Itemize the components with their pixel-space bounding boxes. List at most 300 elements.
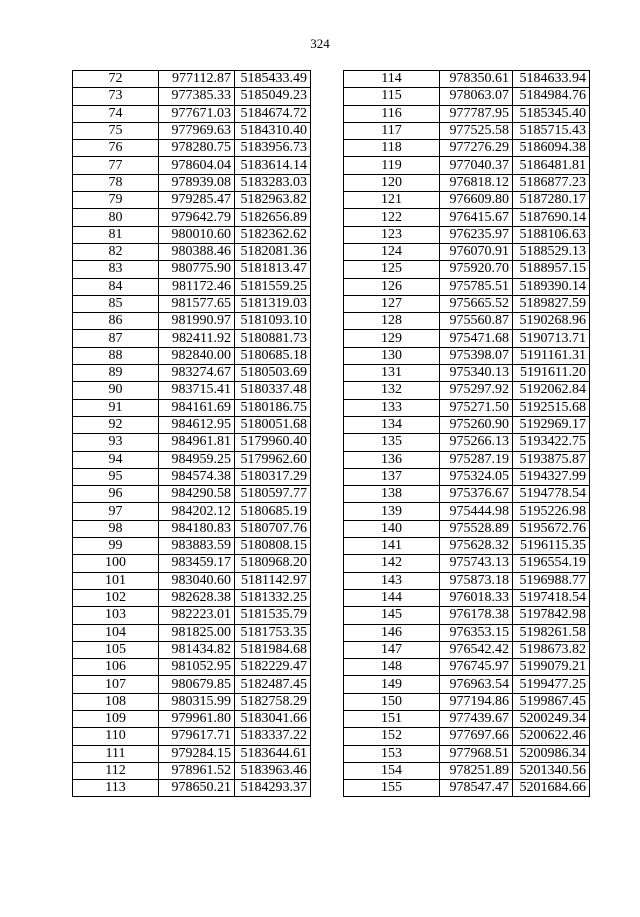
x-coordinate-cell: 982628.38: [159, 589, 235, 606]
y-coordinate-cell: 5180685.18: [235, 347, 311, 364]
x-coordinate-cell: 984961.81: [159, 434, 235, 451]
point-number-cell: 130: [344, 347, 440, 364]
point-number-cell: 92: [73, 416, 159, 433]
x-coordinate-cell: 976353.15: [440, 624, 513, 641]
x-coordinate-cell: 975398.07: [440, 347, 513, 364]
table-row: [73, 209, 311, 226]
y-coordinate-cell: 5183614.14: [235, 157, 311, 174]
x-coordinate-cell: 975528.89: [440, 520, 513, 537]
point-number-cell: 127: [344, 295, 440, 312]
x-coordinate-cell: 982840.00: [159, 347, 235, 364]
y-coordinate-cell: 5191161.31: [513, 347, 590, 364]
point-number-cell: 116: [344, 105, 440, 122]
point-number-cell: 148: [344, 659, 440, 676]
y-coordinate-cell: 5189390.14: [513, 278, 590, 295]
x-coordinate-cell: 979284.15: [159, 745, 235, 762]
table-row: [344, 71, 590, 88]
x-coordinate-cell: 983883.59: [159, 538, 235, 555]
x-coordinate-cell: 975628.32: [440, 538, 513, 555]
x-coordinate-cell: 976415.67: [440, 209, 513, 226]
table-row: [344, 122, 590, 139]
table-row: [344, 780, 590, 797]
point-number-cell: 142: [344, 555, 440, 572]
point-number-cell: 83: [73, 261, 159, 278]
x-coordinate-cell: 979961.80: [159, 710, 235, 727]
point-number-cell: 143: [344, 572, 440, 589]
table-row: [344, 330, 590, 347]
x-coordinate-cell: 977112.87: [159, 71, 235, 88]
y-coordinate-cell: 5181535.79: [235, 607, 311, 624]
y-coordinate-cell: 5196554.19: [513, 555, 590, 572]
point-number-cell: 111: [73, 745, 159, 762]
y-coordinate-cell: 5182656.89: [235, 209, 311, 226]
point-number-cell: 119: [344, 157, 440, 174]
point-number-cell: 75: [73, 122, 159, 139]
point-number-cell: 73: [73, 88, 159, 105]
x-coordinate-cell: 976018.33: [440, 589, 513, 606]
coordinate-table-left-body: [73, 71, 311, 797]
x-coordinate-cell: 978063.07: [440, 88, 513, 105]
x-coordinate-cell: 984959.25: [159, 451, 235, 468]
y-coordinate-cell: 5185715.43: [513, 122, 590, 139]
x-coordinate-cell: 975287.19: [440, 451, 513, 468]
y-coordinate-cell: 5181319.03: [235, 295, 311, 312]
table-row: [73, 676, 311, 693]
y-coordinate-cell: 5183963.46: [235, 762, 311, 779]
x-coordinate-cell: 975340.13: [440, 365, 513, 382]
y-coordinate-cell: 5180707.76: [235, 520, 311, 537]
y-coordinate-cell: 5200986.34: [513, 745, 590, 762]
table-row: [73, 589, 311, 606]
y-coordinate-cell: 5182229.47: [235, 659, 311, 676]
y-coordinate-cell: 5181753.35: [235, 624, 311, 641]
table-row: [344, 486, 590, 503]
table-row: [73, 659, 311, 676]
point-number-cell: 113: [73, 780, 159, 797]
x-coordinate-cell: 980315.99: [159, 693, 235, 710]
y-coordinate-cell: 5201340.56: [513, 762, 590, 779]
x-coordinate-cell: 977525.58: [440, 122, 513, 139]
x-coordinate-cell: 984180.83: [159, 520, 235, 537]
y-coordinate-cell: 5191611.20: [513, 365, 590, 382]
point-number-cell: 106: [73, 659, 159, 676]
point-number-cell: 144: [344, 589, 440, 606]
table-row: [344, 745, 590, 762]
x-coordinate-cell: 975471.68: [440, 330, 513, 347]
table-row: [73, 295, 311, 312]
point-number-cell: 124: [344, 243, 440, 260]
x-coordinate-cell: 983459.17: [159, 555, 235, 572]
table-row: [344, 624, 590, 641]
point-number-cell: 135: [344, 434, 440, 451]
x-coordinate-cell: 975560.87: [440, 313, 513, 330]
x-coordinate-cell: 975665.52: [440, 295, 513, 312]
point-number-cell: 91: [73, 399, 159, 416]
table-row: [344, 209, 590, 226]
y-coordinate-cell: 5199477.25: [513, 676, 590, 693]
point-number-cell: 95: [73, 468, 159, 485]
y-coordinate-cell: 5180597.77: [235, 486, 311, 503]
x-coordinate-cell: 978939.08: [159, 174, 235, 191]
x-coordinate-cell: 976542.42: [440, 641, 513, 658]
point-number-cell: 77: [73, 157, 159, 174]
table-row: [73, 243, 311, 260]
y-coordinate-cell: 5180685.19: [235, 503, 311, 520]
y-coordinate-cell: 5192062.84: [513, 382, 590, 399]
point-number-cell: 155: [344, 780, 440, 797]
x-coordinate-cell: 978280.75: [159, 140, 235, 157]
table-row: [344, 676, 590, 693]
y-coordinate-cell: 5193875.87: [513, 451, 590, 468]
point-number-cell: 89: [73, 365, 159, 382]
x-coordinate-cell: 977671.03: [159, 105, 235, 122]
y-coordinate-cell: 5180503.69: [235, 365, 311, 382]
x-coordinate-cell: 978350.61: [440, 71, 513, 88]
point-number-cell: 105: [73, 641, 159, 658]
x-coordinate-cell: 982223.01: [159, 607, 235, 624]
x-coordinate-cell: 975324.05: [440, 468, 513, 485]
y-coordinate-cell: 5181984.68: [235, 641, 311, 658]
table-row: [344, 538, 590, 555]
x-coordinate-cell: 984161.69: [159, 399, 235, 416]
table-row: [73, 434, 311, 451]
y-coordinate-cell: 5181093.10: [235, 313, 311, 330]
x-coordinate-cell: 977697.66: [440, 728, 513, 745]
x-coordinate-cell: 982411.92: [159, 330, 235, 347]
y-coordinate-cell: 5180968.20: [235, 555, 311, 572]
x-coordinate-cell: 984202.12: [159, 503, 235, 520]
point-number-cell: 126: [344, 278, 440, 295]
x-coordinate-cell: 975873.18: [440, 572, 513, 589]
table-row: [344, 434, 590, 451]
point-number-cell: 140: [344, 520, 440, 537]
y-coordinate-cell: 5200622.46: [513, 728, 590, 745]
y-coordinate-cell: 5183283.03: [235, 174, 311, 191]
y-coordinate-cell: 5198261.58: [513, 624, 590, 641]
point-number-cell: 101: [73, 572, 159, 589]
y-coordinate-cell: 5182487.45: [235, 676, 311, 693]
x-coordinate-cell: 977194.86: [440, 693, 513, 710]
point-number-cell: 151: [344, 710, 440, 727]
table-row: [344, 105, 590, 122]
point-number-cell: 112: [73, 762, 159, 779]
x-coordinate-cell: 978961.52: [159, 762, 235, 779]
x-coordinate-cell: 981825.00: [159, 624, 235, 641]
y-coordinate-cell: 5188957.15: [513, 261, 590, 278]
x-coordinate-cell: 981172.46: [159, 278, 235, 295]
point-number-cell: 150: [344, 693, 440, 710]
table-row: [73, 330, 311, 347]
table-row: [344, 555, 590, 572]
x-coordinate-cell: 979285.47: [159, 192, 235, 209]
point-number-cell: 94: [73, 451, 159, 468]
x-coordinate-cell: 983040.60: [159, 572, 235, 589]
y-coordinate-cell: 5184674.72: [235, 105, 311, 122]
point-number-cell: 72: [73, 71, 159, 88]
y-coordinate-cell: 5190268.96: [513, 313, 590, 330]
y-coordinate-cell: 5187280.17: [513, 192, 590, 209]
point-number-cell: 76: [73, 140, 159, 157]
x-coordinate-cell: 975297.92: [440, 382, 513, 399]
y-coordinate-cell: 5197418.54: [513, 589, 590, 606]
point-number-cell: 128: [344, 313, 440, 330]
y-coordinate-cell: 5181813.47: [235, 261, 311, 278]
x-coordinate-cell: 978650.21: [159, 780, 235, 797]
x-coordinate-cell: 979642.79: [159, 209, 235, 226]
point-number-cell: 133: [344, 399, 440, 416]
point-number-cell: 102: [73, 589, 159, 606]
y-coordinate-cell: 5182081.36: [235, 243, 311, 260]
point-number-cell: 129: [344, 330, 440, 347]
table-row: [344, 192, 590, 209]
y-coordinate-cell: 5184310.40: [235, 122, 311, 139]
x-coordinate-cell: 977040.37: [440, 157, 513, 174]
point-number-cell: 132: [344, 382, 440, 399]
point-number-cell: 96: [73, 486, 159, 503]
table-row: [73, 192, 311, 209]
x-coordinate-cell: 976745.97: [440, 659, 513, 676]
point-number-cell: 84: [73, 278, 159, 295]
y-coordinate-cell: 5180337.48: [235, 382, 311, 399]
point-number-cell: 108: [73, 693, 159, 710]
table-row: [73, 140, 311, 157]
y-coordinate-cell: 5188106.63: [513, 226, 590, 243]
y-coordinate-cell: 5197842.98: [513, 607, 590, 624]
point-number-cell: 103: [73, 607, 159, 624]
point-number-cell: 104: [73, 624, 159, 641]
table-row: [73, 278, 311, 295]
y-coordinate-cell: 5186877.23: [513, 174, 590, 191]
table-row: [73, 382, 311, 399]
table-row: [344, 157, 590, 174]
y-coordinate-cell: 5188529.13: [513, 243, 590, 260]
x-coordinate-cell: 981052.95: [159, 659, 235, 676]
point-number-cell: 79: [73, 192, 159, 209]
table-row: [73, 728, 311, 745]
point-number-cell: 114: [344, 71, 440, 88]
y-coordinate-cell: 5185345.40: [513, 105, 590, 122]
point-number-cell: 137: [344, 468, 440, 485]
table-row: [73, 624, 311, 641]
table-row: [344, 313, 590, 330]
x-coordinate-cell: 983274.67: [159, 365, 235, 382]
x-coordinate-cell: 980010.60: [159, 226, 235, 243]
x-coordinate-cell: 984574.38: [159, 468, 235, 485]
table-row: [344, 693, 590, 710]
y-coordinate-cell: 5189827.59: [513, 295, 590, 312]
x-coordinate-cell: 984290.58: [159, 486, 235, 503]
table-row: [344, 243, 590, 260]
table-row: [73, 710, 311, 727]
point-number-cell: 85: [73, 295, 159, 312]
x-coordinate-cell: 983715.41: [159, 382, 235, 399]
point-number-cell: 120: [344, 174, 440, 191]
x-coordinate-cell: 976235.97: [440, 226, 513, 243]
x-coordinate-cell: 980679.85: [159, 676, 235, 693]
x-coordinate-cell: 977969.63: [159, 122, 235, 139]
table-row: [73, 122, 311, 139]
table-row: [344, 641, 590, 658]
point-number-cell: 153: [344, 745, 440, 762]
y-coordinate-cell: 5199079.21: [513, 659, 590, 676]
table-row: [73, 572, 311, 589]
table-row: [344, 382, 590, 399]
y-coordinate-cell: 5183337.22: [235, 728, 311, 745]
x-coordinate-cell: 975920.70: [440, 261, 513, 278]
point-number-cell: 100: [73, 555, 159, 572]
y-coordinate-cell: 5199867.45: [513, 693, 590, 710]
x-coordinate-cell: 975376.67: [440, 486, 513, 503]
point-number-cell: 82: [73, 243, 159, 260]
table-row: [344, 174, 590, 191]
point-number-cell: 154: [344, 762, 440, 779]
table-row: [73, 486, 311, 503]
point-number-cell: 141: [344, 538, 440, 555]
coordinate-table-right: [343, 70, 590, 797]
point-number-cell: 80: [73, 209, 159, 226]
point-number-cell: 139: [344, 503, 440, 520]
y-coordinate-cell: 5185049.23: [235, 88, 311, 105]
table-row: [73, 226, 311, 243]
x-coordinate-cell: 975444.98: [440, 503, 513, 520]
table-row: [344, 607, 590, 624]
point-number-cell: 125: [344, 261, 440, 278]
y-coordinate-cell: 5190713.71: [513, 330, 590, 347]
table-row: [73, 762, 311, 779]
point-number-cell: 121: [344, 192, 440, 209]
x-coordinate-cell: 975743.13: [440, 555, 513, 572]
x-coordinate-cell: 976818.12: [440, 174, 513, 191]
y-coordinate-cell: 5183644.61: [235, 745, 311, 762]
point-number-cell: 117: [344, 122, 440, 139]
point-number-cell: 99: [73, 538, 159, 555]
point-number-cell: 147: [344, 641, 440, 658]
table-row: [73, 693, 311, 710]
table-row: [344, 416, 590, 433]
y-coordinate-cell: 5180317.29: [235, 468, 311, 485]
table-row: [344, 140, 590, 157]
y-coordinate-cell: 5186481.81: [513, 157, 590, 174]
x-coordinate-cell: 976178.38: [440, 607, 513, 624]
point-number-cell: 118: [344, 140, 440, 157]
table-row: [73, 468, 311, 485]
point-number-cell: 109: [73, 710, 159, 727]
table-row: [344, 728, 590, 745]
x-coordinate-cell: 977968.51: [440, 745, 513, 762]
point-number-cell: 97: [73, 503, 159, 520]
x-coordinate-cell: 980388.46: [159, 243, 235, 260]
table-row: [73, 416, 311, 433]
x-coordinate-cell: 976070.91: [440, 243, 513, 260]
y-coordinate-cell: 5181559.25: [235, 278, 311, 295]
y-coordinate-cell: 5181142.97: [235, 572, 311, 589]
table-row: [344, 365, 590, 382]
table-row: [73, 745, 311, 762]
y-coordinate-cell: 5183956.73: [235, 140, 311, 157]
table-row: [73, 365, 311, 382]
table-row: [344, 659, 590, 676]
page-number: 324: [310, 36, 330, 51]
x-coordinate-cell: 977439.67: [440, 710, 513, 727]
table-row: [73, 157, 311, 174]
x-coordinate-cell: 976609.80: [440, 192, 513, 209]
x-coordinate-cell: 975785.51: [440, 278, 513, 295]
y-coordinate-cell: 5183041.66: [235, 710, 311, 727]
y-coordinate-cell: 5179962.60: [235, 451, 311, 468]
y-coordinate-cell: 5180186.75: [235, 399, 311, 416]
table-row: [73, 641, 311, 658]
table-row: [344, 88, 590, 105]
x-coordinate-cell: 977276.29: [440, 140, 513, 157]
y-coordinate-cell: 5180051.68: [235, 416, 311, 433]
y-coordinate-cell: 5195672.76: [513, 520, 590, 537]
table-row: [73, 71, 311, 88]
point-number-cell: 122: [344, 209, 440, 226]
point-number-cell: 88: [73, 347, 159, 364]
y-coordinate-cell: 5182758.29: [235, 693, 311, 710]
y-coordinate-cell: 5193422.75: [513, 434, 590, 451]
point-number-cell: 90: [73, 382, 159, 399]
x-coordinate-cell: 984612.95: [159, 416, 235, 433]
point-number-cell: 152: [344, 728, 440, 745]
coordinate-table-right-body: [344, 71, 590, 797]
x-coordinate-cell: 981990.97: [159, 313, 235, 330]
x-coordinate-cell: 978251.89: [440, 762, 513, 779]
table-row: [73, 399, 311, 416]
point-number-cell: 93: [73, 434, 159, 451]
table-row: [344, 295, 590, 312]
point-number-cell: 81: [73, 226, 159, 243]
table-row: [344, 503, 590, 520]
table-row: [73, 261, 311, 278]
table-row: [73, 520, 311, 537]
y-coordinate-cell: 5184984.76: [513, 88, 590, 105]
table-row: [73, 174, 311, 191]
point-number-cell: 110: [73, 728, 159, 745]
y-coordinate-cell: 5186094.38: [513, 140, 590, 157]
point-number-cell: 115: [344, 88, 440, 105]
y-coordinate-cell: 5181332.25: [235, 589, 311, 606]
y-coordinate-cell: 5194778.54: [513, 486, 590, 503]
y-coordinate-cell: 5192969.17: [513, 416, 590, 433]
table-row: [344, 347, 590, 364]
y-coordinate-cell: 5200249.34: [513, 710, 590, 727]
table-row: [344, 572, 590, 589]
y-coordinate-cell: 5182963.82: [235, 192, 311, 209]
x-coordinate-cell: 975260.90: [440, 416, 513, 433]
table-row: [344, 399, 590, 416]
y-coordinate-cell: 5182362.62: [235, 226, 311, 243]
x-coordinate-cell: 978547.47: [440, 780, 513, 797]
table-row: [344, 710, 590, 727]
x-coordinate-cell: 975271.50: [440, 399, 513, 416]
table-row: [344, 468, 590, 485]
y-coordinate-cell: 5198673.82: [513, 641, 590, 658]
y-coordinate-cell: 5192515.68: [513, 399, 590, 416]
y-coordinate-cell: 5196988.77: [513, 572, 590, 589]
table-row: [344, 589, 590, 606]
y-coordinate-cell: 5180881.73: [235, 330, 311, 347]
point-number-cell: 131: [344, 365, 440, 382]
point-number-cell: 74: [73, 105, 159, 122]
x-coordinate-cell: 976963.54: [440, 676, 513, 693]
table-row: [73, 780, 311, 797]
y-coordinate-cell: 5185433.49: [235, 71, 311, 88]
table-row: [73, 503, 311, 520]
table-row: [73, 88, 311, 105]
y-coordinate-cell: 5196115.35: [513, 538, 590, 555]
point-number-cell: 138: [344, 486, 440, 503]
